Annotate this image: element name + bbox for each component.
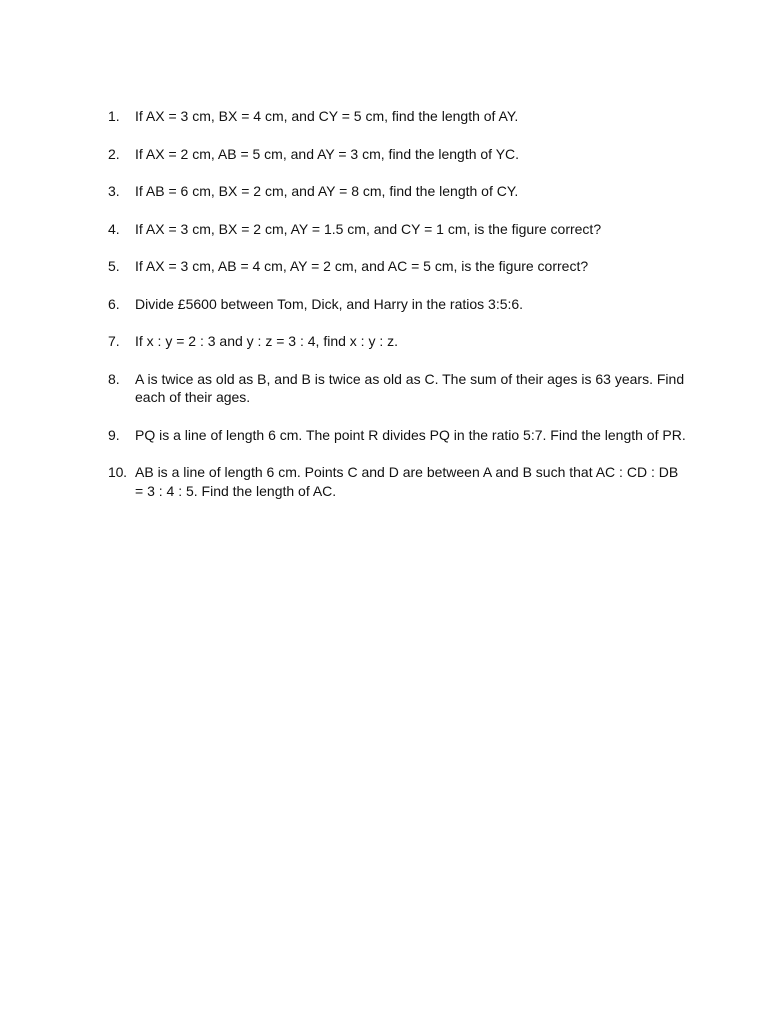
question-number: 2. — [108, 145, 120, 162]
question-text: If AX = 3 cm, BX = 4 cm, and CY = 5 cm, find the length of AY. — [135, 108, 519, 124]
question-text: If AB = 6 cm, BX = 2 cm, and AY = 8 cm, find the length of CY. — [135, 183, 519, 199]
question-number: 4. — [108, 220, 120, 237]
question-list — [108, 107, 688, 519]
question-item-8 — [108, 370, 688, 407]
question-number: 3. — [108, 183, 120, 199]
question-number: 9. — [108, 426, 120, 443]
question-number: 10. — [108, 464, 127, 480]
question-text: AB is a line of length 6 cm. Points C and D are between A and B such that AC : CD : DB = 3 : 4 : 5. Find the length of AC. — [135, 464, 679, 499]
question-item-2 — [108, 145, 688, 164]
question-number: 6. — [108, 295, 120, 312]
question-item-1 — [108, 107, 688, 126]
question-number: 5. — [108, 258, 120, 274]
question-item-3 — [108, 182, 688, 201]
question-item-7 — [108, 332, 688, 351]
question-item-4 — [108, 220, 688, 239]
question-text: If AX = 3 cm, BX = 2 cm, AY = 1.5 cm, and CY = 1 cm, is the figure correct? — [135, 220, 602, 237]
question-number: 1. — [108, 108, 120, 124]
question-item-9 — [108, 426, 688, 445]
question-text: If AX = 3 cm, AB = 4 cm, AY = 2 cm, and AC = 5 cm, is the figure correct? — [135, 258, 589, 274]
question-text: Divide £5600 between Tom, Dick, and Harry in the ratios 3:5:6. — [135, 295, 524, 312]
question-item-6 — [108, 295, 688, 314]
question-item-5 — [108, 257, 688, 276]
question-number: 7. — [108, 333, 120, 349]
question-text: A is twice as old as B, and B is twice as old as C. The sum of their ages is 63 years. Find each of their ages. — [135, 370, 685, 405]
question-text: If AX = 2 cm, AB = 5 cm, and AY = 3 cm, find the length of YC. — [135, 145, 520, 162]
question-item-10 — [108, 463, 688, 500]
question-number: 8. — [108, 370, 120, 387]
question-text: PQ is a line of length 6 cm. The point R divides PQ in the ratio 5:7. Find the length of PR. — [135, 426, 686, 443]
question-text: If x : y = 2 : 3 and y : z = 3 : 4, find x : y : z. — [135, 333, 399, 349]
